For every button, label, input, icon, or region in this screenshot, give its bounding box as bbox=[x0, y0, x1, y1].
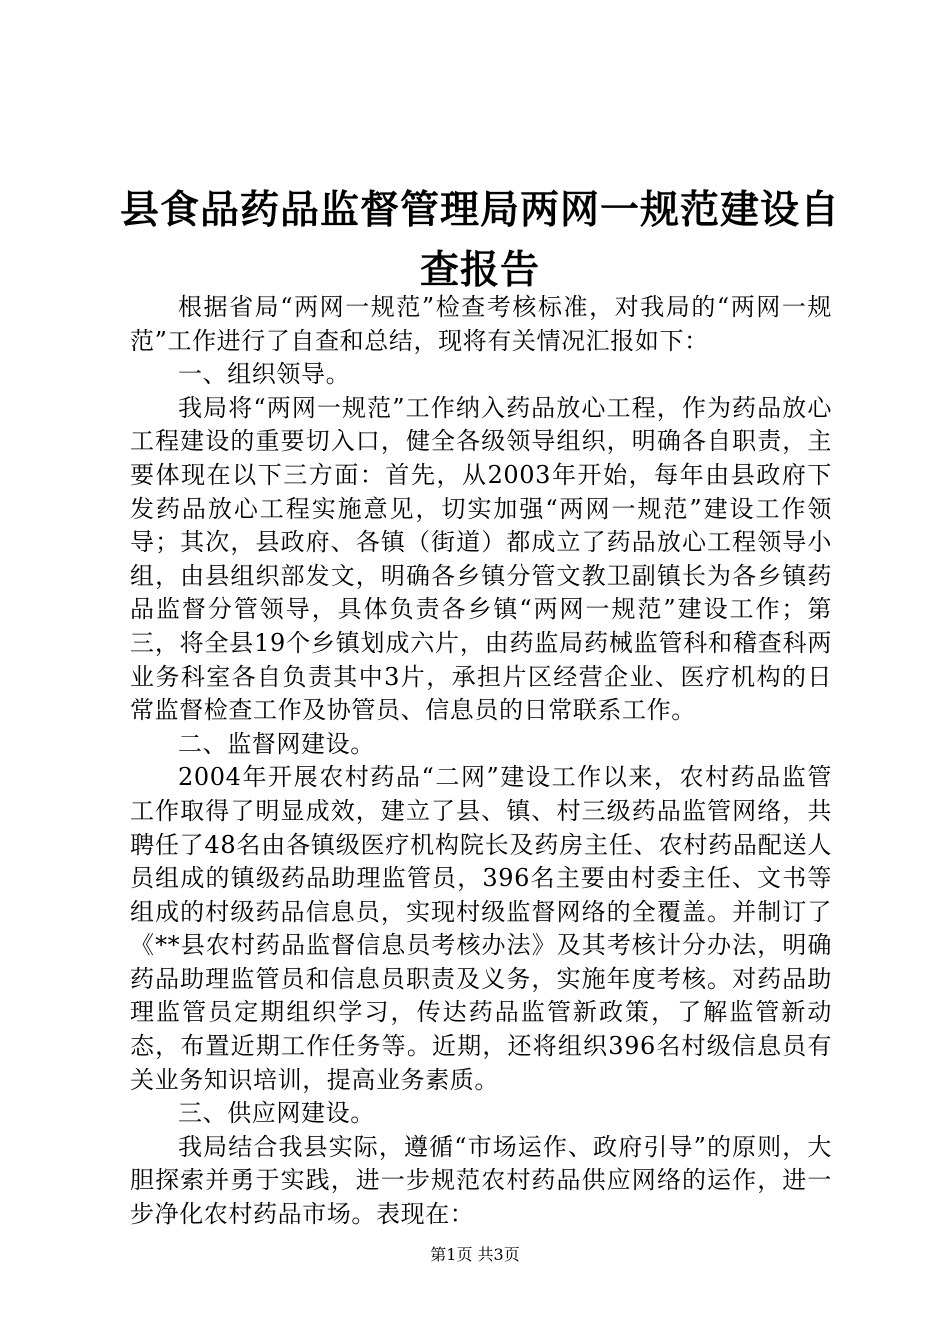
section-heading-supply-network: 三、供应网建设。 bbox=[178, 1099, 375, 1128]
document-title: 县食品药品监督管理局两网一规范建设自查报告 bbox=[120, 187, 841, 293]
paragraph-intro: 根据省局“两网一规范”检查考核标准，对我局的“两网一规范”工作进行了自查和总结，现将有关情况汇报如下： bbox=[130, 293, 832, 355]
paragraph-supply-network: 我局结合我县实际，遵循“市场运作、政府引导”的原则，大胆探索并勇于实践，进一步规范农村药品供应网络的运作，进一步净化农村药品市场。表现在： bbox=[130, 1132, 832, 1229]
section-heading-supervision-network: 二、监督网建设。 bbox=[178, 729, 375, 758]
document-body bbox=[130, 291, 832, 1232]
paragraph-organization: 我局将“两网一规范”工作纳入药品放心工程，作为药品放心工程建设的重要切入口，健全各级领导组织，明确各自职责，主要体现在以下三方面：首先，从2003年开始，每年由县政府下发药品放心工程实施意见，切实加强“两网一规范”建设工作领导；其次，县政府、各镇（街道）都成立了药品放心工程领导小组，由县组织部发文，明确各乡镇分管文教卫副镇长为各乡镇药品监督分管领导，具体负责各乡镇“两网一规范”建设工作；第三，将全县19个乡镇划成六片，由药监局药械监管科和稽查科两业务科室各自负责其中3片，承担片区经营企业、医疗机构的日常监督检查工作及协管员、信息员的日常联系工作。 bbox=[130, 393, 832, 725]
page-number-footer: 第1页 共3页 bbox=[430, 1245, 520, 1264]
paragraph-supervision-network: 2004年开展农村药品“二网”建设工作以来，农村药品监管工作取得了明显成效，建立了县、镇、村三级药品监管网络，共聘任了48名由各镇级医疗机构院长及药房主任、农村药品配送人员组成的镇级药品助理监管员，396名主要由村委主任、文书等组成的村级药品信息员，实现村级监督网络的全覆盖。并制订了《**县农村药品监督信息员考核办法》及其考核计分办法，明确药品助理监管员和信息员职责及义务，实施年度考核。对药品助理监管员定期组织学习，传达药品监管新政策，了解监管新动态，布置近期工作任务等。近期，还将组织396名村级信息员有关业务知识培训，提高业务素质。 bbox=[130, 763, 832, 1094]
section-heading-organization: 一、组织领导。 bbox=[178, 360, 351, 389]
